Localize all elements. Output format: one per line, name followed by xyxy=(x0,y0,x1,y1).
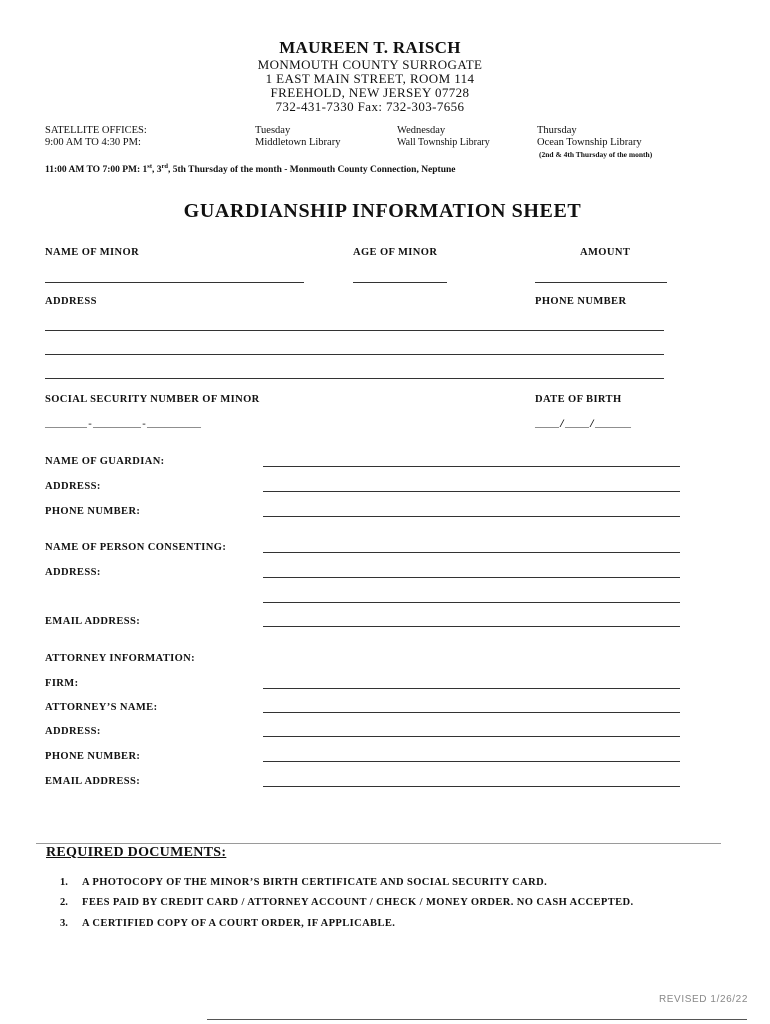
required-documents-heading: REQUIRED DOCUMENTS: xyxy=(46,845,227,860)
guardian-name-field[interactable] xyxy=(263,466,680,467)
guardian-phone-field[interactable] xyxy=(263,516,680,517)
attorney-name-field[interactable] xyxy=(263,712,680,713)
attorney-phone-label: PHONE NUMBER: xyxy=(45,751,141,762)
office-title: MONMOUTH COUNTY SURROGATE xyxy=(257,57,483,72)
tuesday-location: Middletown Library xyxy=(255,137,341,148)
required-item-number: 2. xyxy=(60,897,68,908)
tuesday-day: Tuesday xyxy=(255,125,291,136)
guardian-phone-label: PHONE NUMBER: xyxy=(45,506,141,517)
ssn-field[interactable]: _______-________-_________ xyxy=(45,420,202,431)
section-divider xyxy=(36,843,721,844)
thursday-location: Ocean Township Library xyxy=(537,137,642,148)
attorney-email-label: EMAIL ADDRESS: xyxy=(45,776,141,787)
minor-age-field[interactable] xyxy=(353,282,447,283)
attorney-heading: ATTORNEY INFORMATION: xyxy=(45,653,196,664)
guardian-address-field[interactable] xyxy=(263,491,680,492)
thursday-note: (2nd & 4th Thursday of the month) xyxy=(539,150,653,159)
guardian-name-label: NAME OF GUARDIAN: xyxy=(45,456,165,467)
consenting-address-line-1[interactable] xyxy=(263,577,680,578)
minor-phone-label: PHONE NUMBER xyxy=(535,296,627,307)
required-item-number: 3. xyxy=(60,918,68,929)
dob-label: DATE OF BIRTH xyxy=(535,394,622,405)
consenting-address-line-2[interactable] xyxy=(263,602,680,603)
minor-name-label: NAME OF MINOR xyxy=(45,247,140,258)
required-item-number: 1. xyxy=(60,877,68,888)
attorney-phone-field[interactable] xyxy=(263,761,680,762)
revision-date: REVISED 1/26/22 xyxy=(658,994,748,1005)
attorney-address-label: ADDRESS: xyxy=(45,726,101,737)
consenting-name-label: NAME OF PERSON CONSENTING: xyxy=(45,542,227,553)
satellite-hours: 9:00 AM TO 4:30 PM: xyxy=(45,137,141,148)
attorney-address-field[interactable] xyxy=(263,736,680,737)
wednesday-location: Wall Township Library xyxy=(397,137,490,148)
evening-hours: 11:00 AM TO 7:00 PM: 1st, 3rd, 5th Thursday of the month - Monmouth County Connection, Neptune xyxy=(45,163,456,176)
consenting-email-label: EMAIL ADDRESS: xyxy=(45,616,141,627)
thursday-day: Thursday xyxy=(537,125,577,136)
surrogate-name: MAUREEN T. RAISCH xyxy=(279,38,461,57)
satellite-label: SATELLITE OFFICES: xyxy=(45,125,147,136)
consenting-name-field[interactable] xyxy=(263,552,680,553)
consenting-email-field[interactable] xyxy=(263,626,680,627)
attorney-email-field[interactable] xyxy=(263,786,680,787)
minor-address-line-3[interactable] xyxy=(45,378,664,379)
attorney-firm-field[interactable] xyxy=(263,688,680,689)
minor-address-line-1[interactable] xyxy=(45,330,664,331)
minor-name-field[interactable] xyxy=(45,282,304,283)
minor-address-line-2[interactable] xyxy=(45,354,664,355)
amount-label: AMOUNT xyxy=(580,247,631,258)
city-address: FREEHOLD, NEW JERSEY 07728 xyxy=(270,85,470,100)
phone-fax: 732-431-7330 Fax: 732-303-7656 xyxy=(275,99,465,114)
ssn-label: SOCIAL SECURITY NUMBER OF MINOR xyxy=(45,394,260,405)
amount-field[interactable] xyxy=(535,282,667,283)
footer-rule xyxy=(207,1019,747,1020)
minor-address-label: ADDRESS xyxy=(45,296,97,307)
required-item-text: FEES PAID BY CREDIT CARD / ATTORNEY ACCOUNT / CHECK / MONEY ORDER. NO CASH ACCEPTED. xyxy=(82,897,634,908)
consenting-address-label: ADDRESS: xyxy=(45,567,101,578)
attorney-name-label: ATTORNEY’S NAME: xyxy=(45,702,158,713)
attorney-firm-label: FIRM: xyxy=(45,678,79,689)
minor-age-label: AGE OF MINOR xyxy=(353,247,438,258)
required-item-text: A PHOTOCOPY OF THE MINOR’S BIRTH CERTIFICATE AND SOCIAL SECURITY CARD. xyxy=(82,877,548,888)
street-address: 1 EAST MAIN STREET, ROOM 114 xyxy=(265,71,475,86)
page-title: GUARDIANSHIP INFORMATION SHEET xyxy=(183,200,582,222)
wednesday-day: Wednesday xyxy=(397,125,446,136)
dob-field[interactable]: ____/____/______ xyxy=(535,420,632,431)
guardian-address-label: ADDRESS: xyxy=(45,481,101,492)
required-item-text: A CERTIFIED COPY OF A COURT ORDER, IF APPLICABLE. xyxy=(82,918,396,929)
